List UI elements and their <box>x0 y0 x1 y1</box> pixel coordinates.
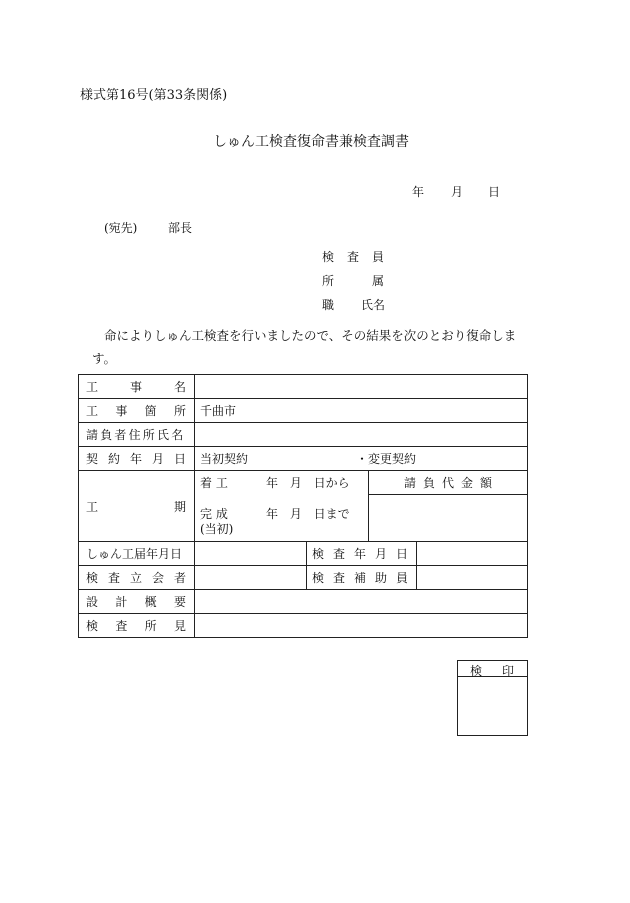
position-label: 職 <box>322 298 335 312</box>
stamp-box-label-part-1: 検 <box>470 664 483 678</box>
design-summary-label-part-4: 要 <box>173 595 186 609</box>
contract-amount-label-part-2: 負 <box>422 476 435 490</box>
completion-date: 年 月 日まで <box>266 507 350 521</box>
department-label <box>322 272 384 289</box>
contract-amount-label-part-1: 請 <box>404 476 417 490</box>
inspection-findings-label-part-2: 査 <box>115 619 128 633</box>
initial-contract-label: 当初契約 <box>200 452 249 466</box>
assistant-label-part-2: 査 <box>332 571 345 585</box>
contract-date-label-part-2: 約 <box>107 452 120 466</box>
name-label: 氏名 <box>361 298 386 312</box>
assistant-label-part-3: 補 <box>353 571 366 585</box>
work-location-label <box>86 402 186 419</box>
inspection-date-label-part-2: 査 <box>332 547 345 561</box>
stamp-box-label <box>470 662 514 679</box>
addressee-name: 部長 <box>168 221 193 235</box>
inspector-label-part-3: 員 <box>371 250 384 264</box>
work-location-label-part-2: 事 <box>115 404 128 418</box>
completion-label: 完 成 <box>200 507 228 521</box>
contract-date-label-part-3: 年 <box>129 452 142 466</box>
assistant-label-part-4: 助 <box>374 571 387 585</box>
witness-label-part-1: 検 <box>86 571 99 585</box>
body-text-line2: す。 <box>92 351 117 366</box>
date-day-label: 日 <box>488 185 501 199</box>
department-label-part-1: 所 <box>322 274 335 288</box>
changed-contract-label: ・変更契約 <box>356 452 417 466</box>
witness-label-part-5: 者 <box>173 571 186 585</box>
work-location-label-part-3: 箇 <box>144 404 157 418</box>
inspector-label-part-1: 検 <box>322 250 335 264</box>
contractor-label: 請負者住所氏名 <box>86 428 186 442</box>
inspection-date-label <box>312 545 408 562</box>
contract-amount-label-part-5: 額 <box>479 476 492 490</box>
inspection-date-label-part-1: 検 <box>312 547 325 561</box>
addressee-prefix: (宛先) <box>104 221 138 235</box>
witness-label-part-3: 立 <box>129 571 142 585</box>
work-name-label <box>86 378 186 395</box>
witness-label-part-4: 会 <box>151 571 164 585</box>
completion-report-date-label: しゅん工届年月日 <box>86 547 183 561</box>
department-label-part-2: 属 <box>371 274 384 288</box>
inspection-findings-label-part-4: 見 <box>173 619 186 633</box>
contract-amount-label <box>404 474 492 491</box>
initial-note: (当初) <box>200 522 234 536</box>
assistant-label-part-1: 検 <box>312 571 325 585</box>
work-location-label-part-1: 工 <box>86 404 99 418</box>
inspection-findings-label-part-1: 検 <box>86 619 99 633</box>
date-month-label: 月 <box>451 185 464 199</box>
form-number: 様式第16号(第33条関係) <box>80 88 228 103</box>
work-name-label-part-2: 事 <box>129 380 142 394</box>
work-location-value[interactable]: 千曲市 <box>200 404 237 418</box>
witness-label-part-2: 査 <box>107 571 120 585</box>
design-summary-label <box>86 593 186 610</box>
contract-date-label-part-5: 日 <box>173 452 186 466</box>
design-summary-label-part-3: 概 <box>144 595 157 609</box>
start-label: 着 工 <box>200 476 228 490</box>
design-summary-label-part-2: 計 <box>115 595 128 609</box>
work-name-label-part-3: 名 <box>173 380 186 394</box>
work-name-label-part-1: 工 <box>86 380 99 394</box>
assistant-label <box>312 569 408 586</box>
design-summary-label-part-1: 設 <box>86 595 99 609</box>
contract-date-label-part-4: 月 <box>151 452 164 466</box>
inspection-findings-label-part-3: 所 <box>144 619 157 633</box>
assistant-label-part-5: 員 <box>395 571 408 585</box>
contract-date-label <box>86 450 186 467</box>
contract-date-label-part-1: 契 <box>86 452 99 466</box>
contract-amount-label-part-4: 金 <box>460 476 473 490</box>
contract-amount-label-part-3: 代 <box>441 476 454 490</box>
work-period-label-part-2: 期 <box>173 500 186 514</box>
document-title: しゅん工検査復命書兼検査調書 <box>213 134 409 150</box>
date-year-label: 年 <box>412 185 425 199</box>
inspection-date-label-part-5: 日 <box>395 547 408 561</box>
work-period-label <box>86 498 186 515</box>
inspector-label-part-2: 査 <box>346 250 359 264</box>
work-location-label-part-4: 所 <box>173 404 186 418</box>
witness-label <box>86 569 186 586</box>
body-text-line1: 命によりしゅん工検査を行いましたので、その結果を次のとおり復命しま <box>104 328 517 343</box>
inspector-label <box>322 248 384 265</box>
stamp-box-label-part-2: 印 <box>501 664 514 678</box>
start-date: 年 月 日から <box>266 476 350 490</box>
work-period-label-part-1: 工 <box>86 500 99 514</box>
inspection-findings-label <box>86 617 186 634</box>
inspection-date-label-part-4: 月 <box>374 547 387 561</box>
inspection-date-label-part-3: 年 <box>353 547 366 561</box>
